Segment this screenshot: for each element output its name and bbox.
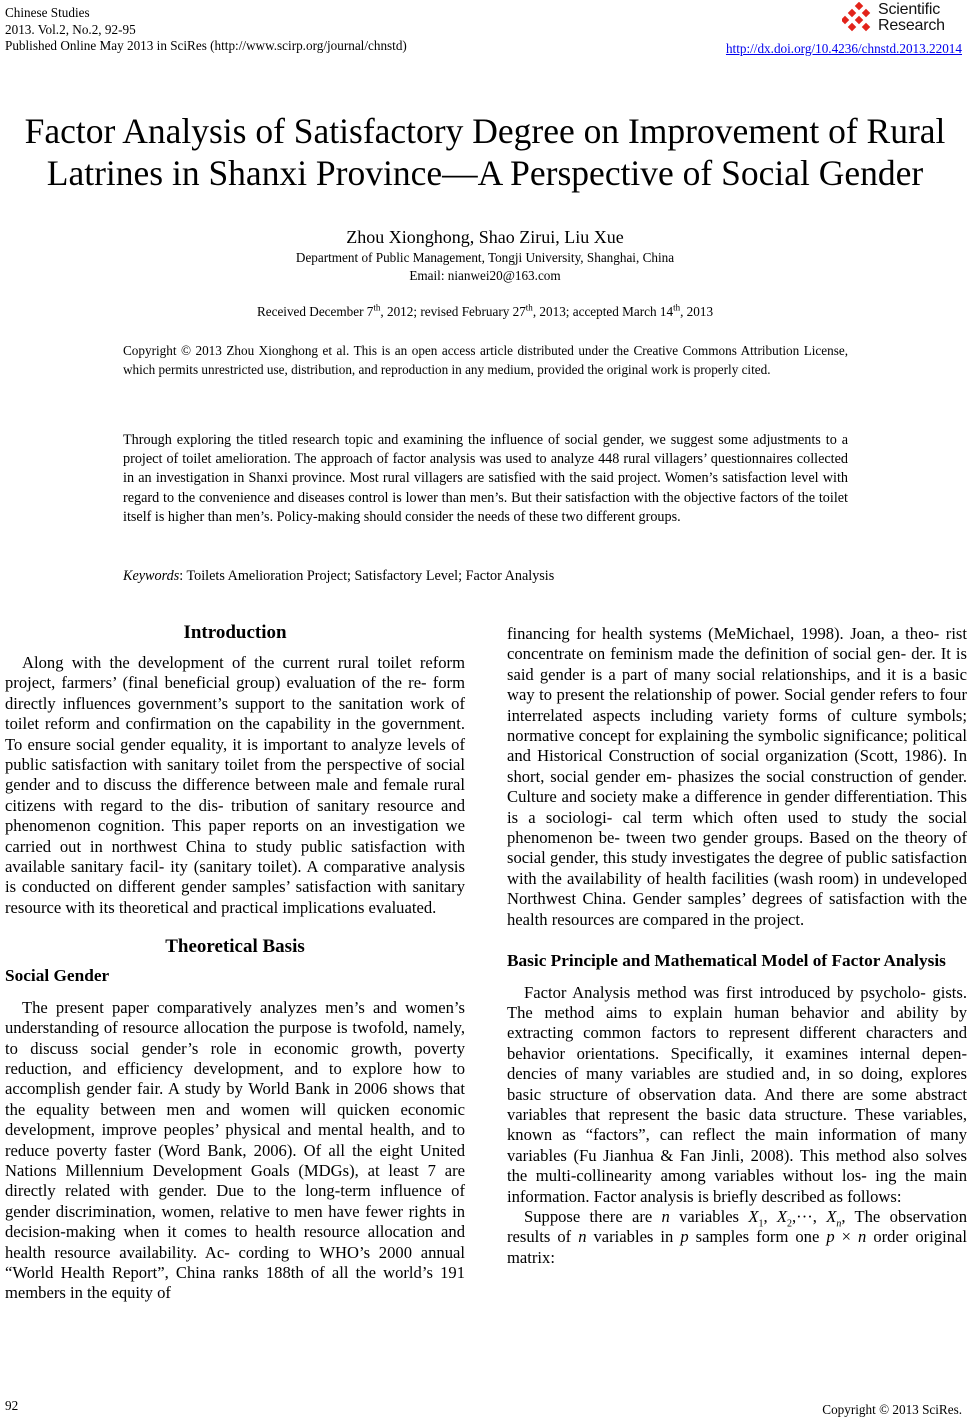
social-gender-paragraph: The present paper comparatively analyzes men’s and women’s understanding of resource allocation the purpose is twofold, namely, to discuss social gender’s role in economic growth, poverty reduction, and efficiency development, and to explore how to accomplish gender fair. A study by World Bank in 2006 shows that the equality between men and women will quicken economic development, improve peoples’ physical and mental health, and to reduce poverty faster (Word Bank, 2006). Of all the eight United Nations Millennium Development Goals (MDGs), at least 7 are directly related with gender. Due to the long-term influence of gender discrimination, women, relative to men have fewer rights in decision-making when it comes to health resource allocation and health resource availability. Ac- cording to WHO’s 2000 annual “World Health Report”, China ranks 188th of all the world’s 191 members in the equity of [5, 997, 465, 1303]
doi-link[interactable]: http://dx.doi.org/10.4236/chnstd.2013.22014 [725, 41, 962, 56]
section-heading-theoretical-basis: Theoretical Basis [165, 936, 305, 958]
social-gender-continued-paragraph: financing for health systems (MeMichael, 1998). Joan, a theo- rist concentrate on feminism made the definition of social gen- der. It is said gender is a part of many social relationships, and it is a basic way to present the relationship of power. Social gender refers to four interrelated aspects including variety forms of culture symbols; normative concept for explaining the symbolic significance; political and Historical Construction of social organization (Scott, 1986). In short, social gender em- phasizes the social construction of gender. Culture and society make a difference in gender differentiation. This is a sociologi- cal term which often used to study the social phenomenon be- tween two gender groups. Based on the theory of social gender, this study investigates the degree of public satisfaction with the availability of health facilities (wash room) in undeveloped Northwest China. Gender samples’ degrees of satisfaction with the health resources are compared in the project. [507, 624, 967, 929]
left-column [5, 620, 465, 1304]
matrix-setup-paragraph: Suppose there are n variables $X_1$, $X_2,\cdot\cdot\cdot$, $X_n$, The observation results of n variables in p samples form one p × n order original matrix: [507, 1207, 967, 1267]
abstract: Through exploring the titled research topic and examining the influence of social gender, we suggest some adjustments to a project of toilet amelioration. The approach of factor analysis was used to analyze 448 rural villagers’ questionnaires collected in an investigation in Shanxi province. Most rural villagers are satisfied with the said project. Women’s satisfaction level with regard to the convenience and diseases control is lower than men’s. But their satisfaction with the objective factors of the toilet itself is higher than men’s. Policy-making should consider the needs of these two different groups. [123, 432, 848, 525]
publication-info: Published Online May 2013 in SciRes (http://www.scirp.org/journal/chnstd) [5, 38, 407, 53]
affiliation: Department of Public Management, Tongji University, Shanghai, China [295, 250, 675, 265]
right-column [507, 624, 967, 1268]
subsection-heading-factor-analysis-model: Basic Principle and Mathematical Model of Factor Analysis [507, 951, 946, 971]
running-header [5, 5, 407, 55]
logo-mark-icon [842, 2, 876, 36]
keywords-text: : Toilets Amelioration Project; Satisfactory Level; Factor Analysis [179, 568, 555, 584]
footer-copyright: Copyright © 2013 SciRes. [822, 1402, 962, 1417]
email: Email: nianwei20@163.com [409, 268, 561, 283]
journal-volume: 2013. Vol.2, No.2, 92-95 [5, 21, 136, 37]
title-line-2: Latrines in Shanxi Province—A Perspective of Social Gender [46, 153, 924, 193]
page-number: 92 [5, 1398, 19, 1413]
keywords-label: Keywords [123, 568, 180, 584]
article-dates: Received December 7th, 2012; revised February 27th, 2013; accepted March 14th, 2013 [256, 302, 714, 319]
logo-wordmark [878, 2, 945, 34]
scientific-research-logo [842, 2, 962, 36]
paper-title [0, 110, 970, 194]
logo-line-1: Scientific [878, 1, 941, 18]
authors: Zhou Xionghong, Shao Zirui, Liu Xue [346, 227, 624, 247]
title-line-1: Factor Analysis of Satisfactory Degree on Improvement of Rural [24, 111, 946, 151]
copyright-notice: Copyright © 2013 Zhou Xionghong et al. This is an open access article distributed under the Creative Commons Attribution License, which permits unrestricted use, distribution, and reproduction in any medium, provided the original work is properly cited. [123, 343, 848, 378]
section-heading-introduction: Introduction [183, 622, 287, 643]
keywords [123, 568, 554, 585]
subsection-heading-social-gender: Social Gender [5, 966, 110, 986]
logo-line-2: Research [878, 17, 945, 34]
introduction-paragraph: Along with the development of the current rural toilet reform project, farmers’ (final beneficial group) evaluation of the re- form directly influences government’s support to the sanitation work of toilet reform and confirmation on the capability in the government. To ensure social gender equality, it is important to analyze levels of public satisfaction with sanitary toilet from the perspective of social gender and to discuss the difference between male and female rural citizens with regard to the dis- tribution of sanitary resource and phenomenon cognition. This paper reports on an investigation we carried out in northwest China to study public satisfaction with available sanitary facil- ity (sanitary toilet). A comparative analysis is conducted on different gender samples’ satisfaction with sanitary resource with its theoretical and practical implications evaluated. [5, 653, 465, 917]
factor-analysis-paragraph: Factor Analysis method was first introduced by psycholo- gists. The method aims to explain human behavior and ability by extracting common factors to represent different characters and behavior orientations. Specifically, it examines internal depen- dencies of many variables are studied and, in so doing, explores basic structure of observation data. And there are some abstract variables that represent the basic data structure. These variables, known as “factors”, can reflect the main information of many variables (Fu Jianhua & Fan Jinli, 2008). This method also solves the multi-collinearity among variables without los- ing the main information. Factor analysis is briefly described as follows: [507, 982, 967, 1206]
journal-name: Chinese Studies [5, 5, 90, 20]
